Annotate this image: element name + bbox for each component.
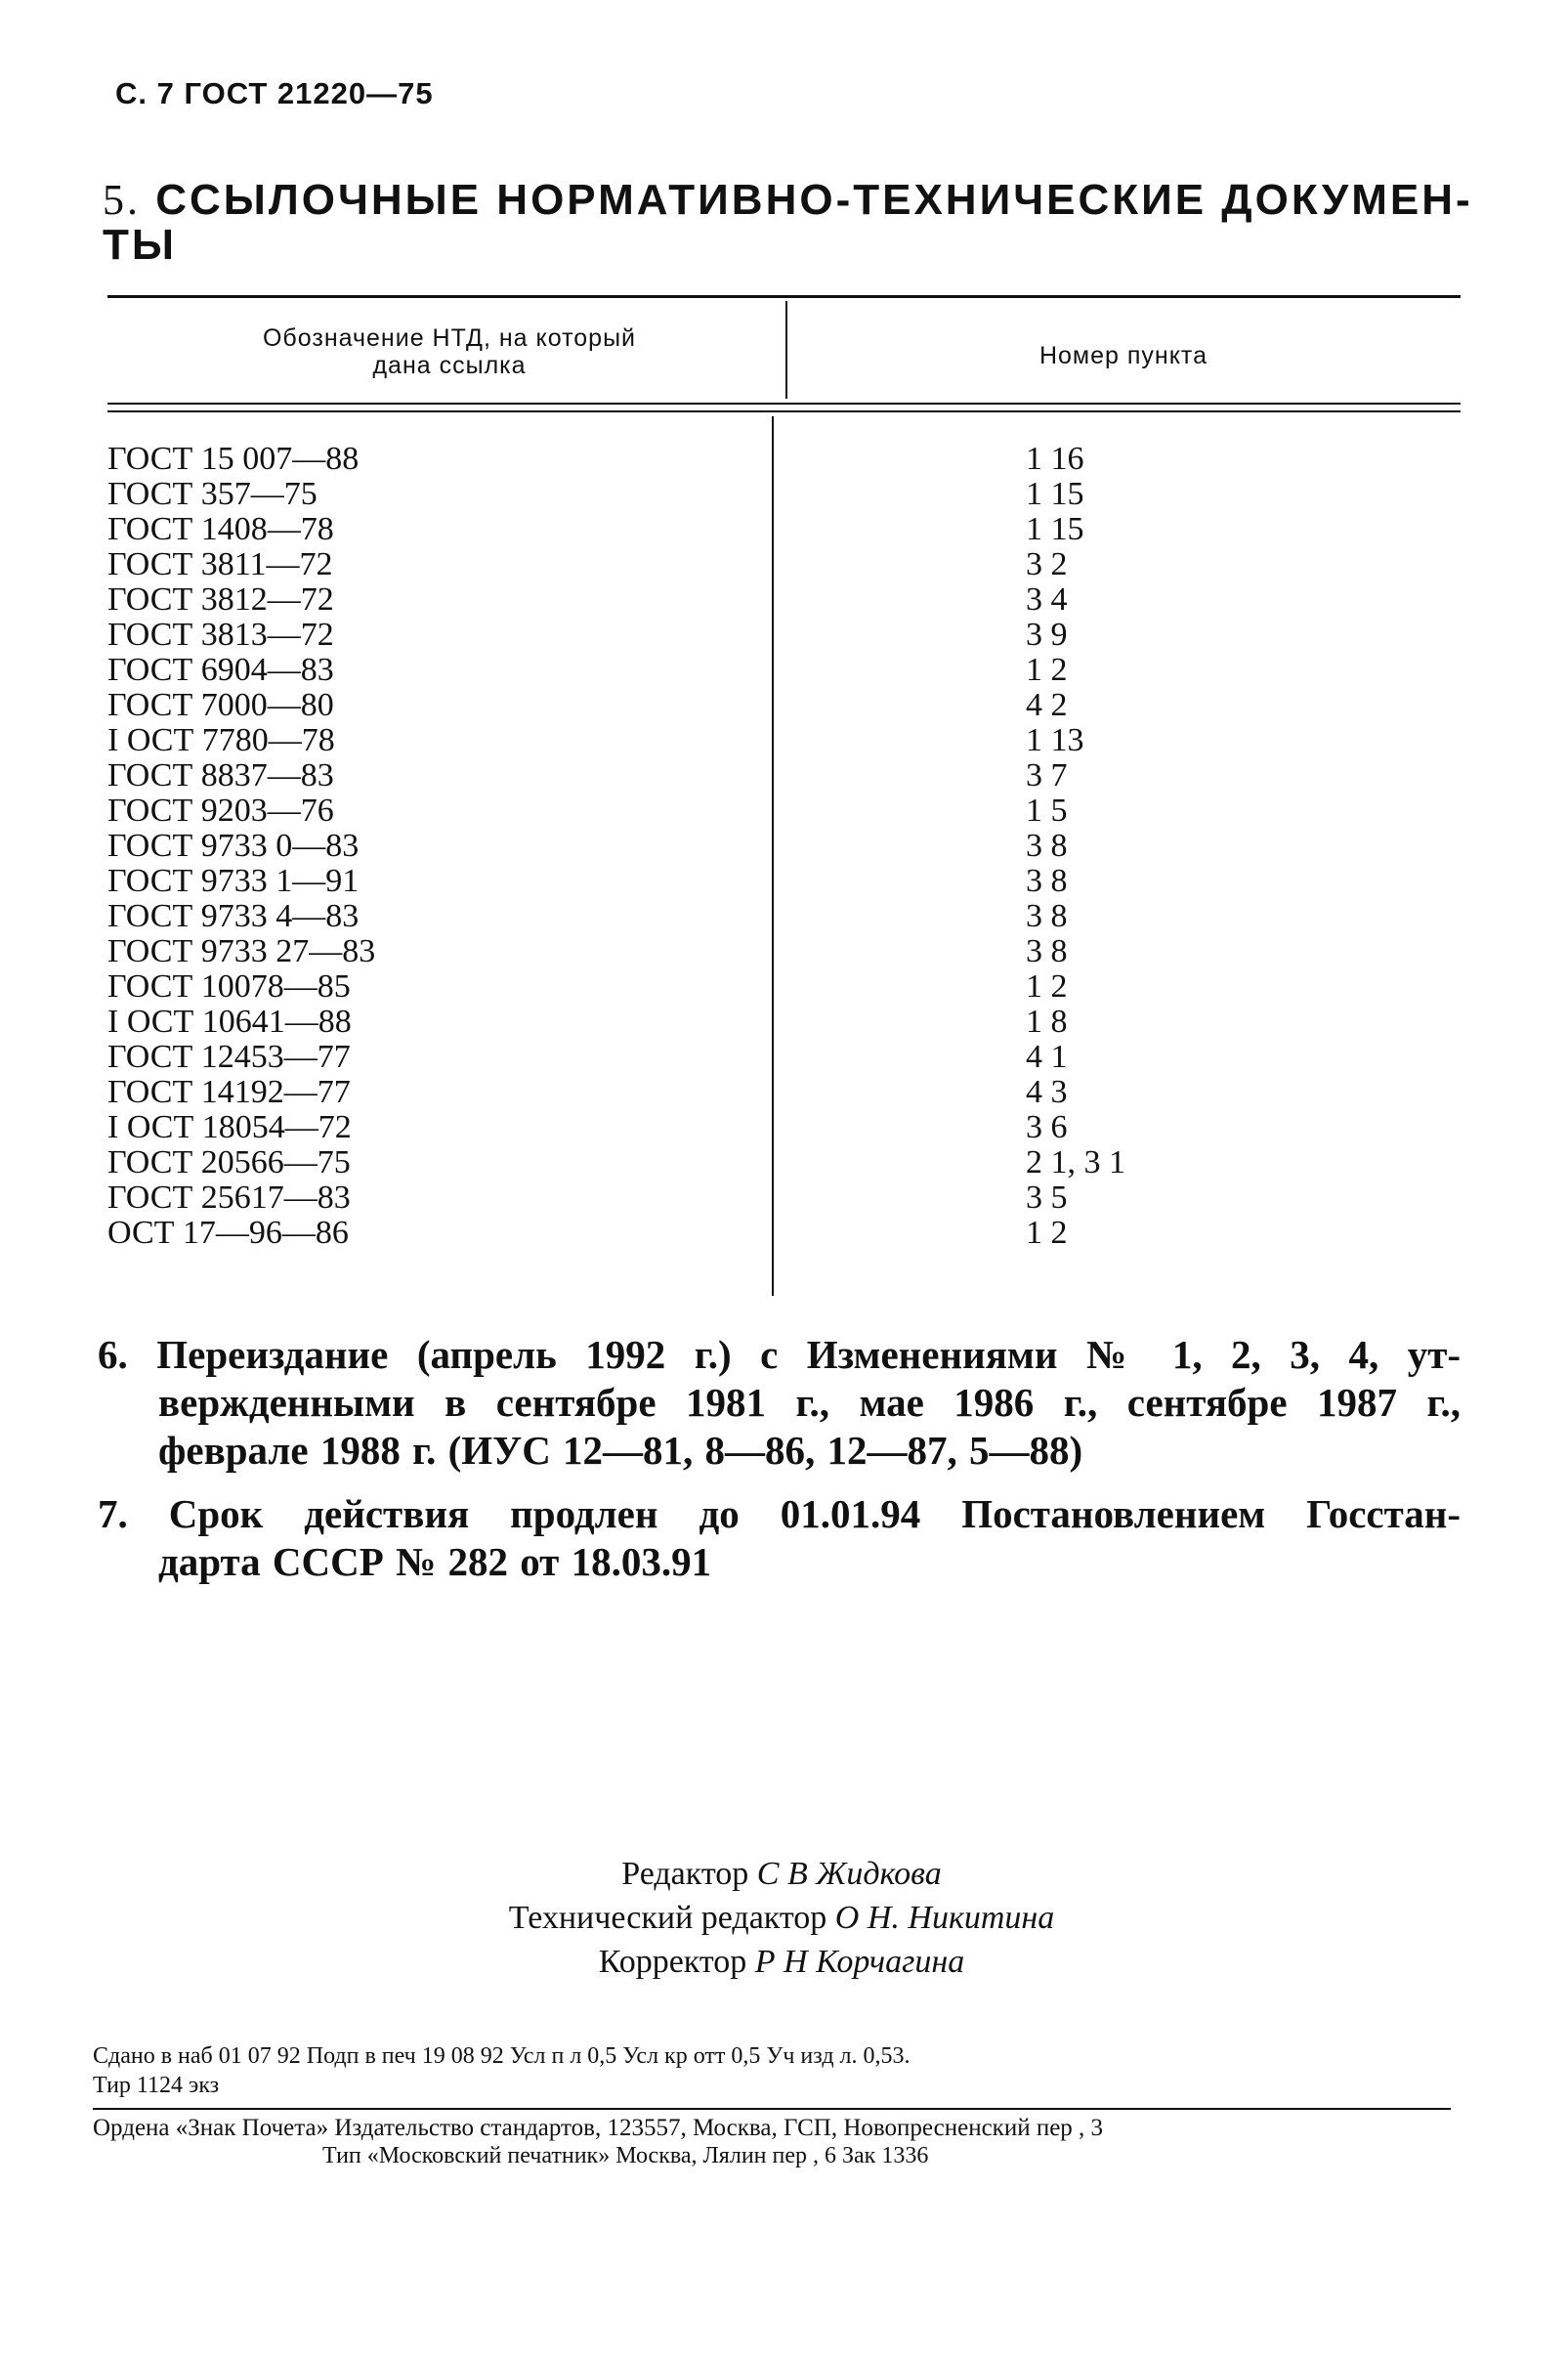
table-row-point: 1 15 [1026, 476, 1084, 512]
table-row-point: 3 4 [1026, 581, 1068, 618]
table-row-doc: ГОСТ 9733 4—83 [107, 898, 360, 934]
col-header-doc: Обозначение НТД, на который дана ссылка [262, 324, 637, 379]
imprint-line2: Тир 1124 экз [93, 2073, 220, 2098]
table-row-point: 2 1, 3 1 [1026, 1144, 1125, 1180]
item-6-line1: Переиздание (апрель 1992 г.) с Изменениями № 1, 2, 3, 4, ут- [156, 1332, 1462, 1377]
table-row-doc: ГОСТ 9203—76 [107, 793, 334, 829]
table-row-doc: ГОСТ 3813—72 [107, 617, 334, 653]
table-row-doc: ГОСТ 12453—77 [107, 1039, 351, 1075]
credit-corrector: Корректор Р Н Корчагина [598, 1944, 965, 1980]
item-6-line3: феврале 1988 г. (ИУС 12—81, 8—86, 12—87, 5—88) [158, 1428, 1083, 1473]
table-row-point: 1 15 [1026, 511, 1084, 547]
table-column-divider-top [785, 301, 787, 399]
table-column-divider [772, 416, 774, 1296]
table-row-doc: ГОСТ 3811—72 [107, 546, 333, 582]
imprint-line3: Ордена «Знак Почета» Издательство стандартов, 123557, Москва, ГСП, Новопресненский пер , 3 [93, 2115, 1104, 2141]
item-7-number: 7. [98, 1491, 128, 1536]
imprint-line4: Тип «Московский печатник» Москва, Лялин пер , 6 Зак 1336 [322, 2143, 929, 2168]
table-header-rule-1 [107, 403, 1461, 405]
item-6-line2: вержденными в сентябре 1981 г., мае 1986 г., сентябре 1987 г., [158, 1380, 1461, 1425]
table-col-doc [107, 442, 375, 1251]
table-row-doc: I ОСТ 18054—72 [107, 1109, 352, 1145]
table-row-doc: ГОСТ 25617—83 [107, 1180, 351, 1216]
table-row-point: 3 8 [1026, 828, 1068, 864]
section-title-line1: ССЫЛОЧНЫЕ НОРМАТИВНО-ТЕХНИЧЕСКИЕ ДОКУМЕН- [155, 176, 1473, 224]
page-header: С. 7 ГОСТ 21220—75 [115, 76, 434, 110]
table-row-doc: ОСТ 17—96—86 [107, 1215, 349, 1251]
table-row-point: 4 2 [1026, 687, 1068, 723]
table-col-point [1026, 442, 1125, 1251]
table-row-point: 1 2 [1026, 968, 1068, 1005]
table-row-doc: ГОСТ 1408—78 [107, 511, 334, 547]
table-row-point: 3 8 [1026, 863, 1068, 899]
table-row-doc: ГОСТ 6904—83 [107, 652, 334, 688]
table-row-doc: ГОСТ 10078—85 [107, 968, 351, 1005]
credits [293, 1852, 1270, 1984]
item-7-line1: Срок действия продлен до 01.01.94 Постановлением Госстан- [168, 1491, 1462, 1536]
imprint-line1: Сдано в наб 01 07 92 Подп в печ 19 08 92 Усл п л 0,5 Усл кр отт 0,5 Уч изд л. 0,53. [93, 2043, 911, 2069]
section-title-line2: ТЫ [103, 221, 177, 269]
table-row-doc: I ОСТ 10641—88 [107, 1004, 352, 1040]
table-row-point: 3 6 [1026, 1109, 1068, 1145]
item-6 [98, 1331, 1461, 1475]
table-row-point: 3 8 [1026, 898, 1068, 934]
item-7 [98, 1490, 1461, 1586]
table-row-point: 1 2 [1026, 652, 1068, 688]
table-top-rule [107, 295, 1461, 298]
credit-tech-editor: Технический редактор О Н. Никитина [508, 1900, 1055, 1936]
col-header-point: Номер пункта [1038, 342, 1208, 369]
table-header-rule-2 [107, 410, 1461, 412]
item-7-line2: дарта СССР № 282 от 18.03.91 [158, 1539, 712, 1584]
section-number: 5. [103, 176, 141, 224]
table-row-doc: ГОСТ 20566—75 [107, 1144, 351, 1180]
table-row-doc: ГОСТ 3812—72 [107, 581, 334, 618]
table-row-doc: ГОСТ 357—75 [107, 476, 318, 512]
table-row-doc: ГОСТ 14192—77 [107, 1074, 351, 1110]
table-row-doc: ГОСТ 9733 0—83 [107, 828, 360, 864]
table-row-doc: ГОСТ 8837—83 [107, 757, 334, 794]
table-row-point: 3 8 [1026, 933, 1068, 969]
item-6-number: 6. [98, 1332, 128, 1377]
table-row-doc: ГОСТ 9733 27—83 [107, 933, 376, 969]
table-row-doc: I ОСТ 7780—78 [107, 722, 335, 758]
credit-editor: Редактор С В Жидкова [621, 1856, 942, 1892]
table-row-point: 3 5 [1026, 1180, 1068, 1216]
table-row-point: 1 16 [1026, 441, 1084, 477]
table-row-point: 1 13 [1026, 722, 1084, 758]
section-title [103, 178, 1480, 268]
table-row-point: 3 2 [1026, 546, 1068, 582]
table-row-doc: ГОСТ 9733 1—91 [107, 863, 360, 899]
table-row-doc: ГОСТ 15 007—88 [107, 441, 360, 477]
table-row-point: 3 9 [1026, 617, 1068, 653]
table-row-doc: ГОСТ 7000—80 [107, 687, 334, 723]
table-row-point: 4 3 [1026, 1074, 1068, 1110]
table-row-point: 1 8 [1026, 1004, 1068, 1040]
table-row-point: 1 2 [1026, 1215, 1068, 1251]
table-row-point: 4 1 [1026, 1039, 1068, 1075]
imprint-rule [93, 2108, 1451, 2110]
table-row-point: 3 7 [1026, 757, 1068, 794]
table-row-point: 1 5 [1026, 793, 1068, 829]
